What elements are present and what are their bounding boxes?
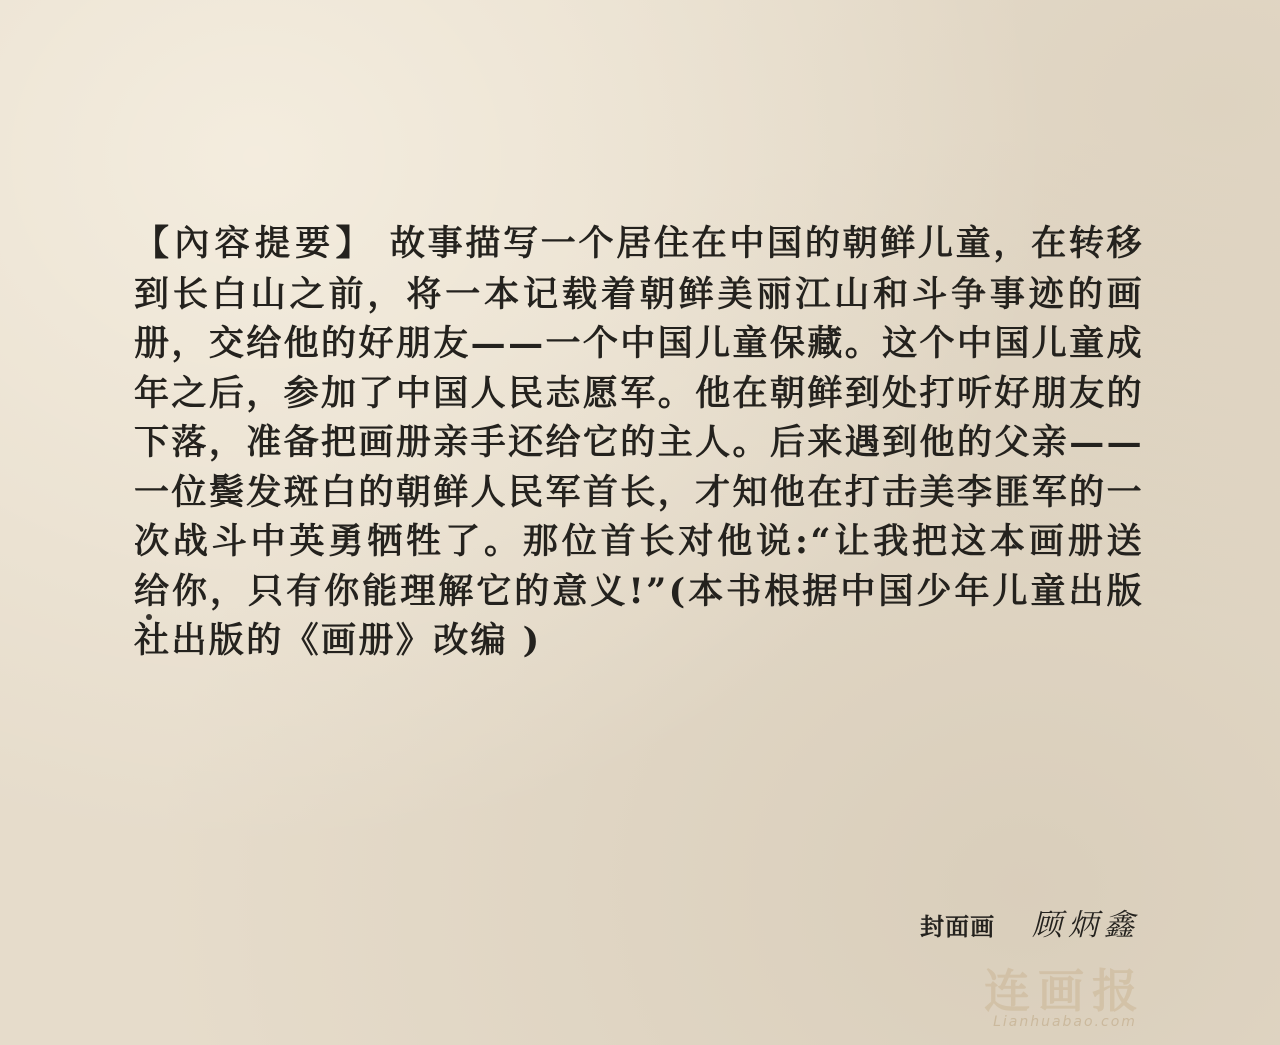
cover-credit-label: 封面画 — [920, 913, 996, 941]
summary-label: 【內容提要】 — [134, 224, 376, 264]
summary-text: 故事描写一个居住在中国的朝鲜儿童，在转移到长白山之前，将一本记载着朝鲜美丽江山和斗争事迹的画册，交给他的好朋友——一个中国儿童保藏。这个中国儿童成年之后，参加了中国人民志愿军。他在朝鲜到处打听好朋友的下落，准备把画册亲手还给它的主人。后来遇到他的父亲——一位鬓发斑白的朝鲜人民军首长，才知他在打击美李匪军的一次战斗中英勇牺牲了。那位首长对他说:“让我把这本画册送给你，只有你能理解它的意义!”(本书根据中国少年儿童出版社出版的《画册》改编 ) — [134, 223, 1144, 661]
watermark — [900, 964, 1230, 1038]
watermark-url: Lianhuabao.com — [993, 1014, 1137, 1030]
watermark-main: 连画报 — [984, 964, 1146, 1018]
ink-dot — [146, 614, 152, 620]
cover-credit-name: 顾炳鑫 — [1032, 908, 1140, 943]
cover-credit — [920, 900, 1140, 944]
content-summary — [134, 219, 1144, 666]
